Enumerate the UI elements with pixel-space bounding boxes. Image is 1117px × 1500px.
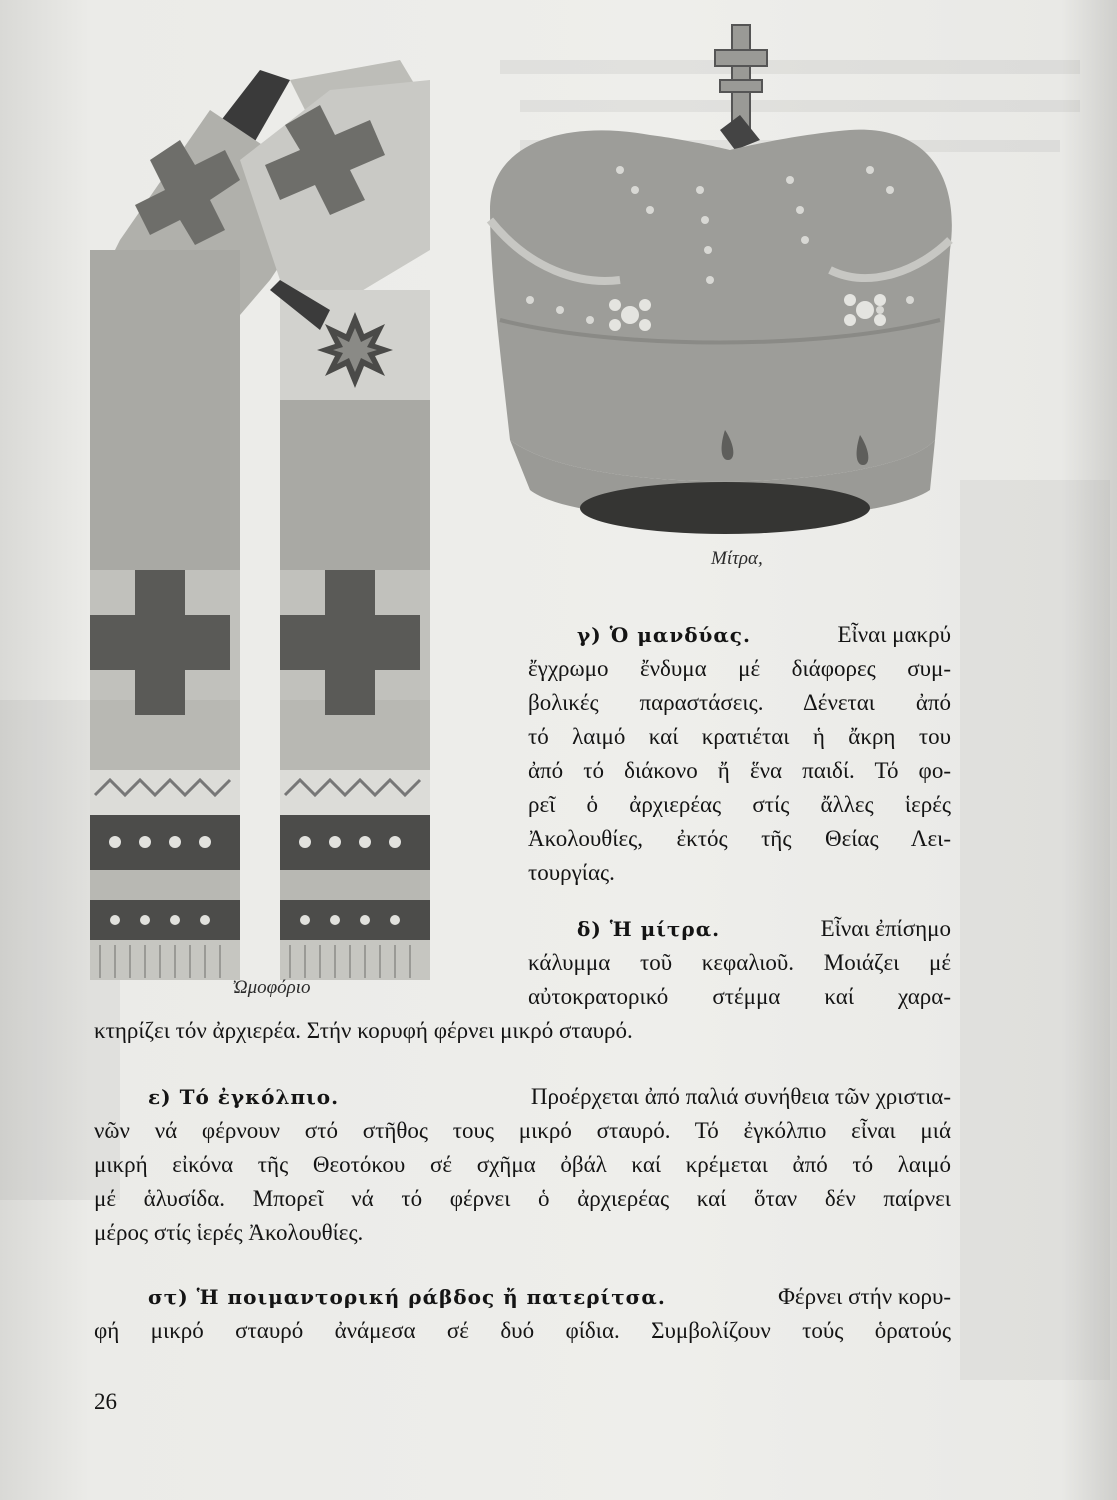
- mitra-line-1: κάλυμμα τοῦ κεφαλιοῦ. Μοιάζει μέ: [528, 950, 951, 975]
- egkolpio-heading: ε) Τό ἐγκόλπιο.: [148, 1085, 340, 1109]
- mitre-illustration: [470, 20, 970, 540]
- egkolpio-line-2: μικρή εἰκόνα τῆς Θεοτόκου σέ σχῆμα ὀβάλ καί κρέμεται ἀπό τό λαιμό: [94, 1152, 951, 1177]
- mandyas-line-2: βολικές παραστάσεις. Δένεται ἀπό: [528, 690, 951, 715]
- rabdos-line-1: φή μικρό σταυρό ἀνάμεσα σέ δυό φίδια. Συμβολίζουν τούς ὁρατούς: [94, 1318, 951, 1343]
- mandyas-heading: γ) Ὁ μανδύας.: [577, 623, 751, 647]
- mitra-caption: Μίτρα,: [711, 548, 763, 569]
- mandyas-first-text: Εἶναι μακρύ: [837, 622, 951, 647]
- mitra-heading: δ) Ἡ μίτρα.: [577, 917, 721, 941]
- egkolpio-line-0: [148, 1080, 951, 1114]
- mitra-first-text: Εἶναι ἐπίσημο: [820, 916, 951, 941]
- mandyas-line-0: [577, 618, 951, 652]
- egkolpio-line-4: μέρος στίς ἱερές Ἀκολουθίες.: [94, 1220, 364, 1245]
- egkolpio-line-3: μέ ἁλυσίδα. Μπορεῖ νά τό φέρνει ὁ ἀρχιερέας καί ὅταν δέν παίρνει: [94, 1186, 951, 1211]
- egkolpio-line-1: νῶν νά φέρνουν στό στῆθος τους μικρό σταυρό. Τό ἐγκόλπιο εἶναι μιά: [94, 1118, 951, 1143]
- mandyas-line-3: τό λαιμό καί κρατιέται ἡ ἄκρη του: [528, 724, 951, 749]
- mitra-line-2: αὐτοκρατορικό στέμμα καί χαρα-: [528, 984, 951, 1009]
- rabdos-heading: στ) Ἡ ποιμαντορική ράβδος ἤ πατερίτσα.: [148, 1285, 666, 1309]
- mandyas-line-7: τουργίας.: [528, 860, 615, 885]
- mandyas-line-4: ἀπό τό διάκονο ἤ ἕνα παιδί. Τό φο-: [528, 758, 951, 783]
- mandyas-line-5: ρεῖ ὁ ἀρχιερέας στίς ἄλλες ἱερές: [528, 792, 951, 817]
- mitra-line-3: κτηρίζει τόν ἀρχιερέα. Στήν κορυφή φέρνει μικρό σταυρό.: [94, 1018, 633, 1043]
- mandyas-line-6: Ἀκολουθίες, ἐκτός τῆς Θείας Λει-: [528, 826, 951, 851]
- mandyas-line-1: ἔγχρωμο ἔνδυμα μέ διάφορες συμ-: [528, 656, 951, 681]
- omophorion-illustration: [80, 50, 480, 980]
- rabdos-line-0: [148, 1280, 951, 1314]
- rabdos-first-text: Φέρνει στήν κορυ-: [778, 1284, 951, 1309]
- omophorio-caption: Ὠμοφόριο: [232, 977, 311, 998]
- mitra-line-0: [577, 912, 951, 946]
- egkolpio-first-text: Προέρχεται ἀπό παλιά συνήθεια τῶν χριστια-: [530, 1084, 951, 1109]
- page-number: 26: [94, 1389, 117, 1414]
